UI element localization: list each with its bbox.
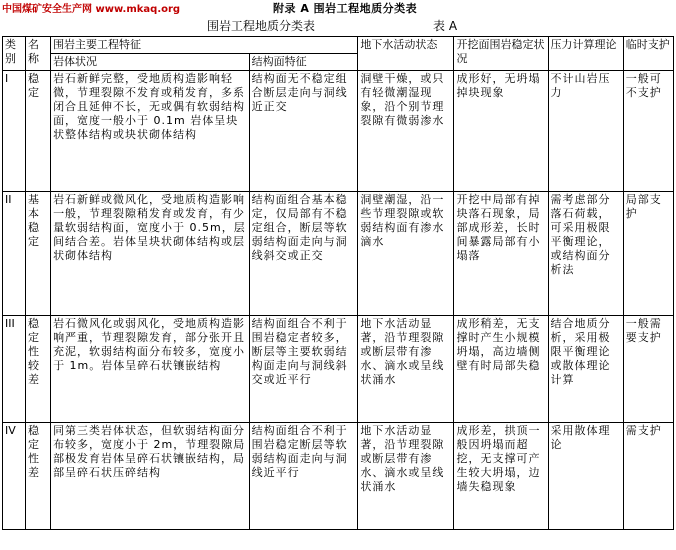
cell-name: 稳定 <box>25 71 50 192</box>
cell-structural-plane: 结构面组合基本稳定，仅局部有不稳定组合，断层等软弱结构面走向与洞线斜交或正交 <box>249 192 358 316</box>
header-structural-plane: 结构面特征 <box>249 54 358 71</box>
cell-pressure-theory: 需考虑部分落石荷载，可采用极限平衡理论，或结构面分析法 <box>548 192 623 316</box>
table-row <box>3 423 674 530</box>
cell-structural-plane: 结构面组合不利于围岩稳定者较多，断层等主要软弱结构面走向与洞线斜交或近平行 <box>249 316 358 423</box>
cell-structural-plane: 结构面组合不利于围岩稳定断层等软弱结构面走向与洞线近平行 <box>249 423 358 530</box>
header-features: 围岩主要工程特征 <box>51 37 358 54</box>
cell-rock-state: 岩石新鲜完整，受地质构造影响轻微，节理裂隙不发育或稍发育，多系闭合且延伸不长，无或偶有软弱结构面，宽度一般小于 0.1m 岩体呈块状整体结构或块状砌体结构 <box>51 71 250 192</box>
cell-excavation: 成形稍差，无支撑时产生小规模坍塌，高边墙侧壁有时局部失稳 <box>454 316 548 423</box>
cell-temporary-support: 一般可不支护 <box>623 71 673 192</box>
cell-groundwater: 洞壁干燥，或只有轻微潮湿现象，沿个别节理裂隙有微弱渗水 <box>358 71 454 192</box>
cell-rock-state: 岩石新鲜或微风化，受地质构造影响一般，节理裂隙稍发育或发育，有少量软弱结构面，宽度小于 0.5m，层间结合差。岩体呈块状砌体结构或层状砌体结构 <box>51 192 250 316</box>
cell-category: I <box>3 71 26 192</box>
table-row <box>3 71 674 192</box>
cell-temporary-support: 局部支护 <box>623 192 673 316</box>
cell-category: IV <box>3 423 26 530</box>
header-groundwater: 地下水活动状态 <box>358 37 454 71</box>
table-row <box>3 192 674 316</box>
header-name: 名称 <box>25 37 50 71</box>
cell-rock-state: 同第三类岩体状态，但软弱结构面分布较多，宽度小于 2m，节理裂隙局部极发育岩体呈碎石状镶嵌结构，局部呈碎石状压碎结构 <box>51 423 250 530</box>
rock-classification-table <box>2 36 674 530</box>
cell-groundwater: 洞壁潮湿，沿一些节理裂隙或软弱结构面有渗水滴水 <box>358 192 454 316</box>
cell-pressure-theory: 结合地质分析，采用极限平衡理论或散体理论计算 <box>548 316 623 423</box>
cell-excavation: 开挖中局部有掉块落石现象，局部成形差，长时间暴露局部有小塌落 <box>454 192 548 316</box>
cell-name: 稳定性较差 <box>25 316 50 423</box>
table-number: 表 A <box>433 19 458 33</box>
header-row <box>3 37 674 54</box>
table-caption <box>0 16 676 34</box>
page-header <box>0 0 676 14</box>
cell-pressure-theory: 采用散体理论 <box>548 423 623 530</box>
table-title: 围岩工程地质分类表 <box>207 19 316 33</box>
cell-name: 稳定性差 <box>25 423 50 530</box>
cell-category: III <box>3 316 26 423</box>
header-temporary-support: 临时支护 <box>623 37 673 71</box>
cell-rock-state: 岩石微风化或弱风化，受地质构造影响严重，节理裂隙发育，部分张开且充泥，软弱结构面分布较多，宽度小于 1m。岩体呈碎石状镶嵌结构 <box>51 316 250 423</box>
cell-groundwater: 地下水活动显著，沿节理裂隙或断层带有渗水、滴水或呈线状涌水 <box>358 423 454 530</box>
header-pressure-theory: 压力计算理论 <box>548 37 623 71</box>
cell-excavation: 成形好，无坍塌掉块现象 <box>454 71 548 192</box>
cell-excavation: 成形差，拱顶一般因坍塌而超挖，无支撑可产生较大坍塌，边墙失稳现象 <box>454 423 548 530</box>
header-rock-state: 岩体状况 <box>51 54 250 71</box>
cell-groundwater: 地下水活动显著，沿节理裂隙或断层带有渗水、滴水或呈线状涌水 <box>358 316 454 423</box>
cell-category: II <box>3 192 26 316</box>
table-row <box>3 316 674 423</box>
cell-structural-plane: 结构面无不稳定组合断层走向与洞线近正交 <box>249 71 358 192</box>
cell-temporary-support: 需支护 <box>623 423 673 530</box>
appendix-title: 附录 A 围岩工程地质分类表 <box>273 2 418 15</box>
cell-pressure-theory: 不计山岩压力 <box>548 71 623 192</box>
cell-name: 基本稳定 <box>25 192 50 316</box>
header-excavation: 开挖面围岩稳定状况 <box>454 37 548 71</box>
header-category: 类别 <box>3 37 26 71</box>
site-watermark[interactable]: 中国煤矿安全生产网 www.mkaq.org <box>2 4 181 15</box>
cell-temporary-support: 一般需要支护 <box>623 316 673 423</box>
